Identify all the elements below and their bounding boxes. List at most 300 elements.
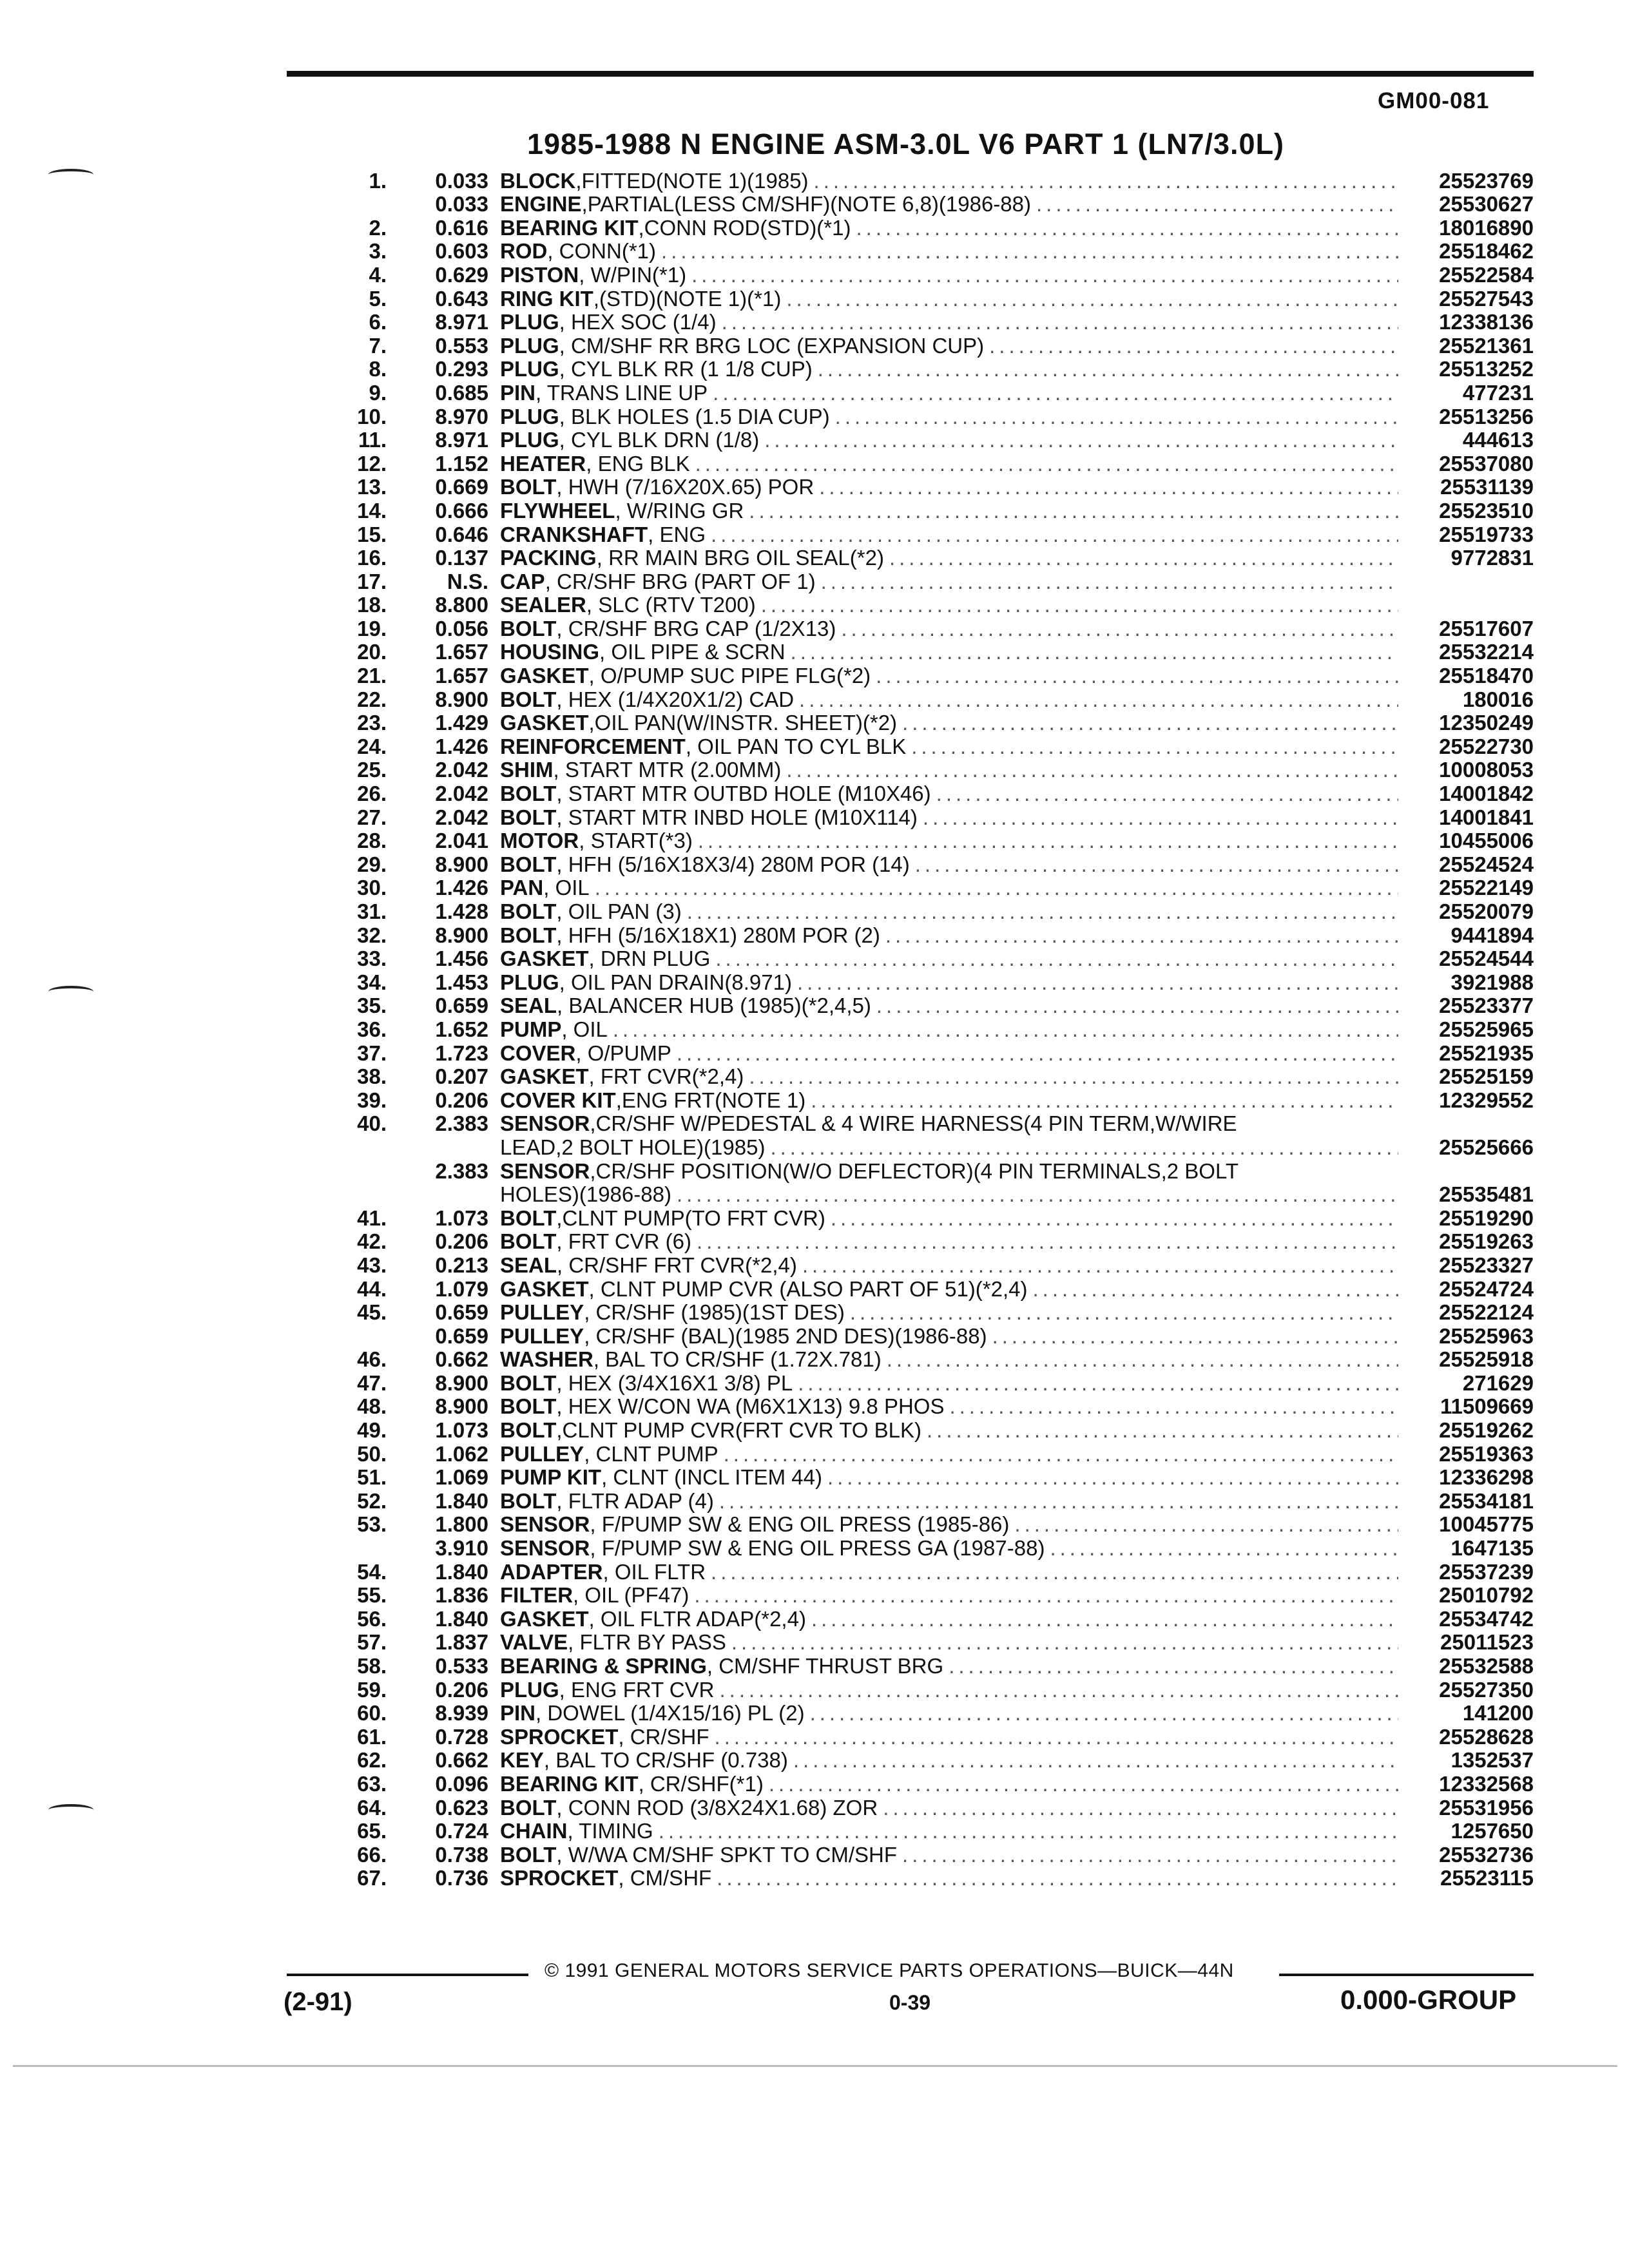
part-description [500,169,1398,193]
item-number: 10. [357,404,387,428]
dot-leader [841,617,1398,640]
part-description [500,334,1398,358]
part-detail: LEAD,2 BOLT HOLE)(1985) [500,1135,766,1159]
part-row [322,994,1534,1018]
part-row [322,1725,1534,1749]
part-detail: ,CLNT PUMP CVR(FRT CVR TO BLK) [556,1419,921,1443]
catalog-group: 0.629 [435,262,488,287]
part-description [500,1537,1398,1560]
part-name: SEAL [500,994,557,1018]
catalog-group: 8.900 [435,1394,488,1419]
part-detail: , ENG BLK [586,452,690,476]
dot-leader [677,1042,1398,1065]
item-number: 26. [357,782,387,806]
part-description [500,1867,1398,1890]
part-description [500,640,1398,664]
part-name: BOLT [500,687,557,711]
part-name: REINFORCEMENT [500,735,686,758]
part-row [322,805,1534,829]
part-number: 25519263 [1439,1229,1534,1254]
catalog-group: 0.056 [435,616,488,640]
footer-rule-right [1279,1974,1534,1976]
dot-leader [724,1443,1398,1466]
dot-leader [811,1608,1398,1631]
part-number: 25531956 [1439,1795,1534,1820]
dot-leader [799,688,1398,711]
part-row [322,570,1534,593]
part-description [500,688,1398,711]
item-number: 59. [357,1677,387,1702]
part-number: 25522584 [1439,262,1534,287]
part-row [322,499,1534,523]
part-description [500,1160,1398,1183]
part-description [500,1112,1398,1135]
item-number: 62. [357,1748,387,1773]
part-row [322,1536,1534,1560]
footer-rule-left [287,1974,528,1976]
part-row [322,852,1534,876]
part-number: 25524544 [1439,947,1534,971]
part-row [322,1513,1534,1537]
part-description [500,1042,1398,1065]
part-name: PIN [500,381,536,405]
part-row [322,1348,1534,1372]
revision-date: (2-91) [284,1988,352,2016]
dot-leader [989,334,1398,358]
part-row [322,829,1534,853]
part-detail: , BAL TO CR/SHF (1.72X.781) [593,1348,882,1372]
part-name: BLOCK [500,169,576,193]
part-detail: , HEX (1/4X20X1/2) CAD [556,687,795,711]
part-name: BOLT [500,476,557,499]
part-detail: , HWH (7/16X20X.65) POR [556,476,815,499]
part-detail: , CR/SHF (BAL)(1985 2ND DES)(1986-88) [584,1324,987,1348]
dot-leader [818,358,1398,381]
part-number: 1257650 [1451,1819,1534,1843]
part-number: 25517607 [1439,616,1534,640]
group-label: 0.000-GROUP [1340,1984,1517,2015]
part-row [322,758,1534,782]
part-detail: , START MTR (2.00MM) [553,758,782,782]
part-row [322,1867,1534,1890]
catalog-group: 1.840 [435,1606,488,1631]
part-number: 25522730 [1439,734,1534,758]
dot-leader [677,1183,1398,1206]
part-name: PULLEY [500,1442,584,1466]
part-name: BOLT [500,805,557,829]
part-name: BOLT [500,852,557,876]
part-description [500,1678,1398,1702]
part-row [322,1395,1534,1419]
part-description [500,1655,1398,1678]
part-name: BOLT [500,1419,557,1443]
dot-leader [717,1867,1398,1890]
part-description [500,287,1398,311]
part-name: SEALER [500,593,586,617]
part-name: WASHER [500,1348,593,1372]
part-row [322,452,1534,476]
part-name: PISTON [500,263,579,287]
dot-leader [927,1419,1398,1442]
dot-leader [687,900,1398,923]
catalog-group: 2.383 [435,1111,488,1136]
catalog-group: 0.685 [435,380,488,405]
part-detail: , CONN(*1) [547,240,657,264]
part-number: 10008053 [1439,758,1534,782]
item-number: 60. [357,1701,387,1725]
part-description [500,405,1398,428]
page-number: 0-39 [889,1991,931,2014]
part-name: COVER KIT [500,1088,616,1112]
part-detail: , HFH (5/16X18X1) 280M POR (2) [556,923,880,947]
item-number: 25. [357,758,387,782]
part-number: 12350249 [1439,711,1534,735]
dot-leader [786,758,1398,782]
part-name: PLUG [500,334,559,358]
item-number: 13. [357,475,387,499]
part-detail: , BLK HOLES (1.5 DIA CUP) [559,405,830,428]
part-row [322,711,1534,735]
part-number: 10045775 [1439,1512,1534,1537]
part-description [500,924,1398,947]
part-description [500,1820,1398,1843]
part-detail: , CR/SHF [618,1725,709,1749]
part-detail: , CR/SHF BRG CAP (1/2X13) [556,617,836,640]
part-number: 25520079 [1439,899,1534,923]
dot-leader [814,169,1398,193]
part-description [500,900,1398,923]
part-name: ADAPTER [500,1560,603,1584]
catalog-group: 1.657 [435,664,488,688]
dot-leader [902,711,1398,735]
dot-leader [802,1254,1398,1277]
part-detail: , CR/SHF (1985)(1ST DES) [584,1301,845,1325]
dot-leader [949,1395,1398,1418]
item-number: 67. [357,1866,387,1890]
part-row [322,240,1534,264]
part-name: GASKET [500,1065,589,1089]
part-name: VALVE [500,1631,568,1655]
part-row [322,593,1534,617]
catalog-group: 0.646 [435,522,488,546]
item-number: 32. [357,923,387,947]
part-name: BOLT [500,782,557,806]
part-number: 180016 [1462,687,1534,711]
part-row [322,1017,1534,1041]
part-detail: , W/WA CM/SHF SPKT TO CM/SHF [556,1843,898,1867]
part-name: ENGINE [500,193,582,216]
part-number: 25519290 [1439,1206,1534,1230]
catalog-group: 1.657 [435,640,488,664]
part-description [500,1843,1398,1867]
item-number: 58. [357,1654,387,1678]
dot-leader [770,1136,1398,1159]
part-description [500,782,1398,805]
dot-leader [831,1207,1398,1230]
part-name: PLUG [500,428,559,452]
dot-leader [810,1702,1398,1725]
part-detail: ,ENG FRT(NOTE 1) [615,1088,806,1112]
part-row [322,193,1534,216]
part-row [322,782,1534,805]
part-row [322,947,1534,971]
part-number: 25518470 [1439,664,1534,688]
dot-leader [720,1678,1399,1702]
part-detail: , O/PUMP [575,1041,671,1065]
part-number: 25537239 [1439,1559,1534,1584]
part-row [322,1277,1534,1301]
item-number: 17. [357,569,387,593]
part-number: 271629 [1462,1370,1534,1395]
dot-leader [902,1843,1398,1867]
part-description [500,216,1398,240]
part-description [500,1749,1398,1772]
part-number: 25531139 [1440,475,1534,499]
part-detail: , HEX SOC (1/4) [559,311,717,334]
part-name: PLUG [500,970,559,994]
dot-leader [661,240,1398,263]
part-name: BOLT [500,1796,557,1820]
part-name: GASKET [500,711,589,735]
part-detail: , CYL BLK DRN (1/8) [559,428,760,452]
part-description [500,1608,1398,1631]
item-number: 31. [357,899,387,923]
part-description [500,593,1398,617]
part-description [500,452,1398,476]
part-name: HOUSING [500,640,600,664]
part-description [500,711,1398,735]
part-description [500,1466,1398,1489]
part-name: CAP [500,570,545,593]
item-number: 51. [357,1465,387,1490]
part-detail: , DRN PLUG [588,947,711,971]
part-detail: , CLNT PUMP CVR (ALSO PART OF 51)(*2,4) [588,1277,1028,1301]
catalog-group: 0.728 [435,1724,488,1749]
part-number: 25525159 [1439,1064,1534,1089]
catalog-group: 2.383 [435,1158,488,1183]
dot-leader [659,1820,1398,1843]
part-row [322,476,1534,499]
part-detail: , CR/SHF(*1) [638,1772,764,1796]
part-row [322,1702,1534,1725]
part-name: CHAIN [500,1820,568,1843]
part-number: 25523510 [1439,498,1534,523]
part-detail: ,CR/SHF W/PEDESTAL & 4 WIRE HARNESS(4 PIN TERM,W/WIRE [590,1112,1237,1136]
part-row [322,1749,1534,1773]
part-number: 25537080 [1439,451,1534,476]
catalog-group: 1.800 [435,1512,488,1537]
part-row [322,216,1534,240]
dot-leader [764,428,1398,452]
dot-leader [835,405,1398,428]
part-detail: HOLES)(1986-88) [500,1183,671,1207]
item-number: 66. [357,1842,387,1867]
part-detail: , FRT CVR (6) [556,1230,692,1254]
part-row [322,876,1534,900]
dot-leader [885,924,1398,947]
part-description [500,664,1398,687]
part-description [500,1725,1398,1749]
item-number: 18. [357,593,387,617]
item-number: 20. [357,640,387,664]
catalog-group: 3.910 [435,1536,488,1561]
item-number: 28. [357,829,387,853]
part-description [500,1065,1398,1088]
part-row [322,1560,1534,1584]
part-detail: , SLC (RTV T200) [586,593,756,617]
top-rule [287,71,1534,77]
part-row [322,1631,1534,1655]
part-number: 25524524 [1439,852,1534,876]
catalog-group: 2.042 [435,805,488,829]
item-number: 63. [357,1771,387,1796]
dot-leader [769,1773,1398,1796]
part-description [500,1796,1398,1820]
part-number: 12338136 [1439,310,1534,334]
part-description [500,381,1398,405]
catalog-group: 0.724 [435,1819,488,1843]
catalog-group: 0.213 [435,1253,488,1277]
part-row [322,899,1534,923]
part-name: PLUG [500,311,559,334]
part-description [500,876,1398,899]
part-description [500,971,1398,994]
item-number: 22. [357,687,387,711]
part-row [322,263,1534,287]
catalog-group: N.S. [447,569,488,593]
part-detail: , DOWEL (1/4X15/16) PL (2) [535,1702,805,1725]
part-name: BOLT [500,900,557,923]
part-description [500,1136,1398,1159]
item-number: 38. [357,1064,387,1089]
item-number: 46. [357,1347,387,1372]
part-name: BOLT [500,1206,557,1230]
part-row [322,1796,1534,1820]
catalog-group: 8.971 [435,428,488,452]
part-row [322,1088,1534,1112]
part-number: 1647135 [1451,1536,1534,1561]
part-number: 141200 [1462,1701,1534,1725]
part-detail: , CM/SHF THRUST BRG [706,1655,944,1678]
part-row [322,1371,1534,1395]
part-number: 25527350 [1439,1677,1534,1702]
part-row [322,1065,1534,1089]
part-number: 9441894 [1451,923,1534,947]
dot-leader [691,264,1398,287]
catalog-group: 0.206 [435,1088,488,1112]
part-detail: ,FITTED(NOTE 1)(1985) [575,169,809,193]
catalog-group: 0.033 [435,168,488,193]
part-number: 25524724 [1439,1276,1534,1301]
catalog-group: 0.137 [435,546,488,570]
part-name: HEATER [500,452,586,476]
part-row [322,1820,1534,1843]
dot-leader [889,546,1398,570]
part-detail: ,CLNT PUMP(TO FRT CVR) [556,1206,825,1230]
catalog-group: 8.900 [435,852,488,876]
part-number: 14001841 [1439,805,1534,829]
part-name: KEY [500,1749,544,1773]
dot-leader [711,523,1398,546]
part-description [500,1089,1398,1112]
part-row [322,1324,1534,1348]
catalog-group: 1.652 [435,1017,488,1041]
part-detail: , FRT CVR(*2,4) [588,1065,744,1089]
part-description [500,1490,1398,1513]
catalog-group: 1.840 [435,1488,488,1513]
part-name: RING KIT [500,287,593,311]
dot-leader [876,994,1398,1017]
item-number: 57. [357,1630,387,1655]
dot-leader [797,971,1398,994]
item-number: 23. [357,711,387,735]
part-description [500,1513,1398,1536]
part-description [500,570,1398,593]
part-description [500,311,1398,334]
catalog-group: 8.939 [435,1701,488,1725]
catalog-group: 2.042 [435,758,488,782]
dot-leader [936,782,1398,805]
part-description [500,1348,1398,1371]
part-detail: , F/PUMP SW & ENG OIL PRESS (1985-86) [590,1513,1010,1537]
part-detail: , OIL PIPE & SCRN [599,640,786,664]
part-name: COVER [500,1041,576,1065]
part-description [500,428,1398,452]
catalog-group: 1.426 [435,734,488,758]
part-description [500,1183,1398,1206]
dot-leader [715,1725,1398,1749]
part-row [322,1135,1534,1159]
catalog-group: 0.659 [435,994,488,1018]
dot-leader [856,216,1398,240]
part-detail: , OIL [543,876,590,900]
item-number: 40. [357,1111,387,1136]
part-name: SENSOR [500,1537,590,1561]
catalog-group: 0.643 [435,286,488,311]
part-name: PIN [500,1702,536,1725]
item-number: 11. [358,428,387,452]
part-number: 12336298 [1439,1465,1534,1490]
part-detail: , HEX W/CON WA (M6X1X13) 9.8 PHOS [556,1395,945,1419]
part-detail: ,(STD)(NOTE 1)(*1) [593,287,782,311]
item-number: 12. [357,451,387,476]
part-name: SEAL [500,1253,557,1277]
part-description [500,947,1398,970]
part-row [322,1041,1534,1065]
part-row [322,735,1534,758]
part-name: SHIM [500,758,554,782]
page-title: 1985-1988 N ENGINE ASM-3.0L V6 PART 1 (LN7/3.0L) [527,128,1285,160]
dot-leader [1014,1513,1398,1536]
part-detail: , HFH (5/16X18X3/4) 280M POR (14) [556,852,910,876]
document-code: GM00-081 [1378,88,1490,113]
part-number: 25525963 [1439,1323,1534,1348]
part-number: 25522149 [1439,876,1534,900]
part-detail: , HEX (3/4X16X1 3/8) PL [556,1371,793,1395]
item-number: 47. [357,1370,387,1395]
catalog-group: 0.033 [435,192,488,216]
dot-leader [595,876,1398,899]
part-name: SENSOR [500,1513,590,1537]
part-name: PLUG [500,405,559,428]
item-number: 52. [357,1488,387,1513]
item-number: 6. [369,310,387,334]
item-number: 24. [357,734,387,758]
part-number: 10455006 [1439,829,1534,853]
catalog-group: 1.456 [435,947,488,971]
part-name: GASKET [500,664,589,688]
catalog-group: 8.900 [435,1370,488,1395]
